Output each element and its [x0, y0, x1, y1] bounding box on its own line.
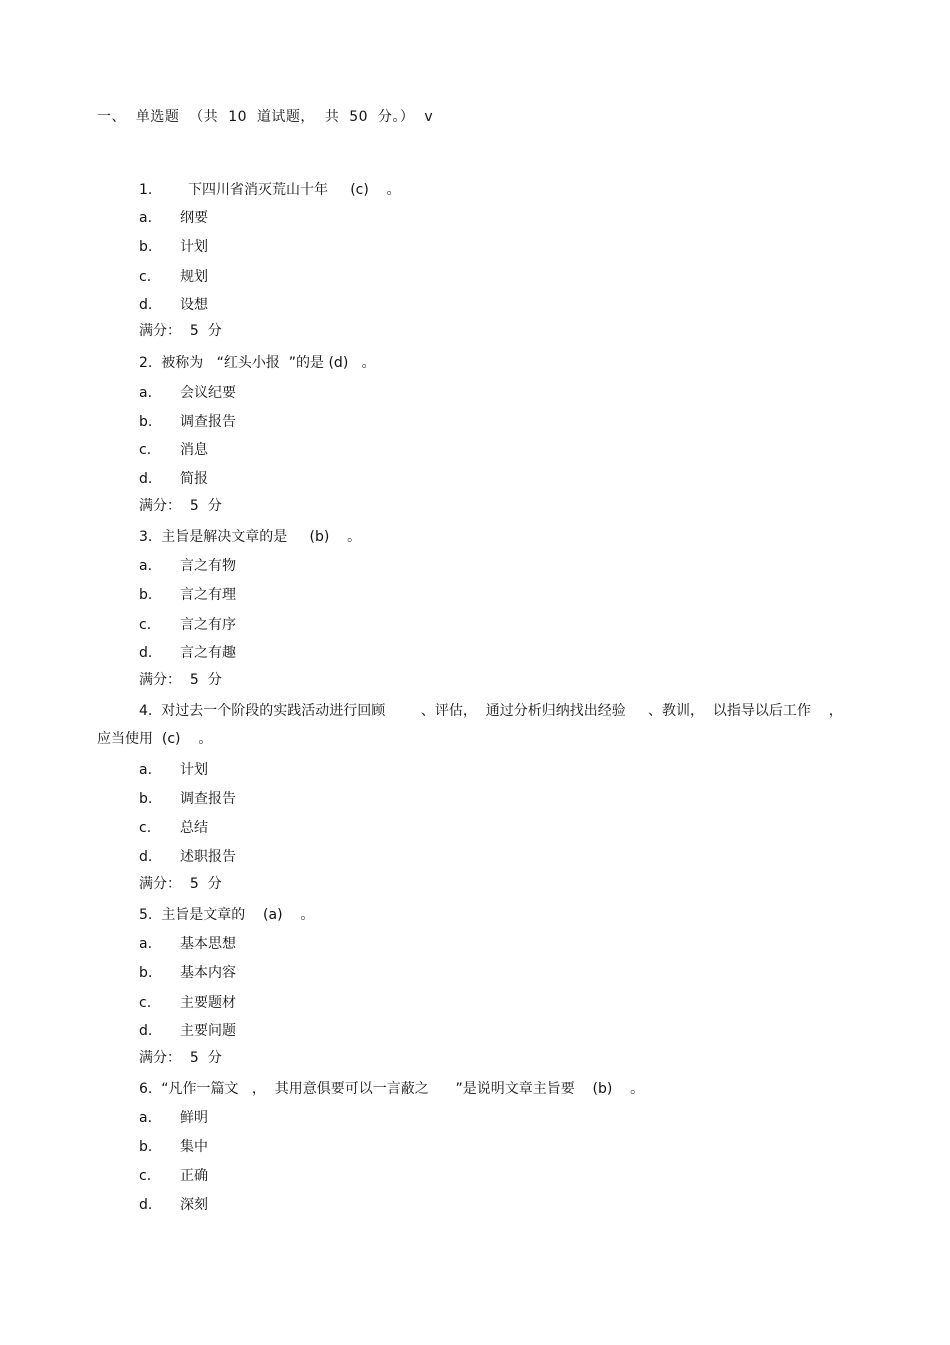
question-stem: 2. 被称为 “红头小报 ”的是 (d) 。: [139, 355, 376, 371]
option-letter: b.: [139, 587, 153, 603]
score-label: 满分： 5 分: [139, 1050, 222, 1066]
question-stem: 1. 下四川省消灭荒山十年 (c) 。: [139, 182, 401, 198]
option-c: [139, 1167, 208, 1185]
option-d: [139, 296, 208, 314]
question-stem: 4. 对过去一个阶段的实践活动进行回顾 、评估， 通过分析归纳找出经验 、教训， 以指导以后工作 ，: [139, 703, 843, 719]
option-d: [139, 1196, 208, 1214]
option-text: 简报: [180, 471, 208, 487]
option-d: [139, 1022, 236, 1040]
option-letter: d.: [139, 297, 153, 313]
option-text: 深刻: [180, 1197, 208, 1213]
option-letter: a.: [139, 558, 153, 574]
option-letter: c.: [139, 1168, 152, 1184]
option-a: [139, 384, 236, 402]
option-text: 计划: [180, 762, 208, 778]
option-d: [139, 644, 236, 662]
option-letter: c.: [139, 269, 152, 285]
option-text: 主要题材: [180, 995, 236, 1011]
option-d: [139, 848, 236, 866]
option-a: [139, 557, 236, 575]
option-text: 言之有理: [180, 587, 236, 603]
option-letter: a.: [139, 936, 153, 952]
question-stem: 3. 主旨是解决文章的是 (b) 。: [139, 529, 362, 545]
option-text: 设想: [180, 297, 208, 313]
score-label: 满分： 5 分: [139, 672, 222, 688]
option-letter: c.: [139, 995, 152, 1011]
question-stem: 6. “凡作一篇文 ， 其用意俱要可以一言蔽之 ”是说明文章主旨要 (b) 。: [139, 1081, 645, 1097]
option-c: [139, 994, 236, 1012]
option-a: [139, 761, 208, 779]
option-c: [139, 268, 208, 286]
option-text: 鲜明: [180, 1110, 208, 1126]
option-letter: b.: [139, 414, 153, 430]
option-c: [139, 441, 208, 459]
option-text: 计划: [180, 239, 208, 255]
option-b: [139, 790, 236, 808]
option-text: 正确: [180, 1168, 208, 1184]
option-letter: b.: [139, 965, 153, 981]
section-heading: 一、 单选题 （共 10 道试题， 共 50 分。） v: [97, 109, 434, 125]
option-b: [139, 586, 236, 604]
option-text: 消息: [180, 442, 208, 458]
option-b: [139, 964, 236, 982]
option-letter: a.: [139, 762, 153, 778]
option-letter: c.: [139, 617, 152, 633]
option-letter: d.: [139, 1197, 153, 1213]
option-text: 调查报告: [180, 791, 236, 807]
option-letter: a.: [139, 1110, 153, 1126]
option-letter: b.: [139, 791, 153, 807]
option-text: 会议纪要: [180, 385, 236, 401]
option-d: [139, 470, 208, 488]
option-letter: b.: [139, 1139, 153, 1155]
option-letter: a.: [139, 210, 153, 226]
option-b: [139, 1138, 208, 1156]
option-letter: a.: [139, 385, 153, 401]
option-letter: d.: [139, 471, 153, 487]
option-text: 纲要: [180, 210, 208, 226]
option-text: 言之有趣: [180, 645, 236, 661]
option-b: [139, 238, 208, 256]
option-b: [139, 413, 236, 431]
option-a: [139, 209, 208, 227]
question-stem-continuation: 应当使用 (c) 。: [97, 731, 213, 747]
option-letter: d.: [139, 849, 153, 865]
option-text: 言之有物: [180, 558, 236, 574]
option-text: 基本思想: [180, 936, 236, 952]
option-c: [139, 819, 208, 837]
option-c: [139, 616, 236, 634]
score-label: 满分： 5 分: [139, 498, 222, 514]
option-text: 述职报告: [180, 849, 236, 865]
option-text: 调查报告: [180, 414, 236, 430]
score-label: 满分： 5 分: [139, 323, 222, 339]
option-text: 主要问题: [180, 1023, 236, 1039]
option-text: 总结: [180, 820, 208, 836]
option-text: 基本内容: [180, 965, 236, 981]
option-a: [139, 935, 236, 953]
option-a: [139, 1109, 208, 1127]
option-text: 集中: [180, 1139, 208, 1155]
option-text: 言之有序: [180, 617, 236, 633]
option-letter: c.: [139, 442, 152, 458]
option-letter: c.: [139, 820, 152, 836]
option-text: 规划: [180, 269, 208, 285]
option-letter: d.: [139, 645, 153, 661]
option-letter: b.: [139, 239, 153, 255]
question-stem: 5. 主旨是文章的 (a) 。: [139, 907, 315, 923]
option-letter: d.: [139, 1023, 153, 1039]
score-label: 满分： 5 分: [139, 876, 222, 892]
